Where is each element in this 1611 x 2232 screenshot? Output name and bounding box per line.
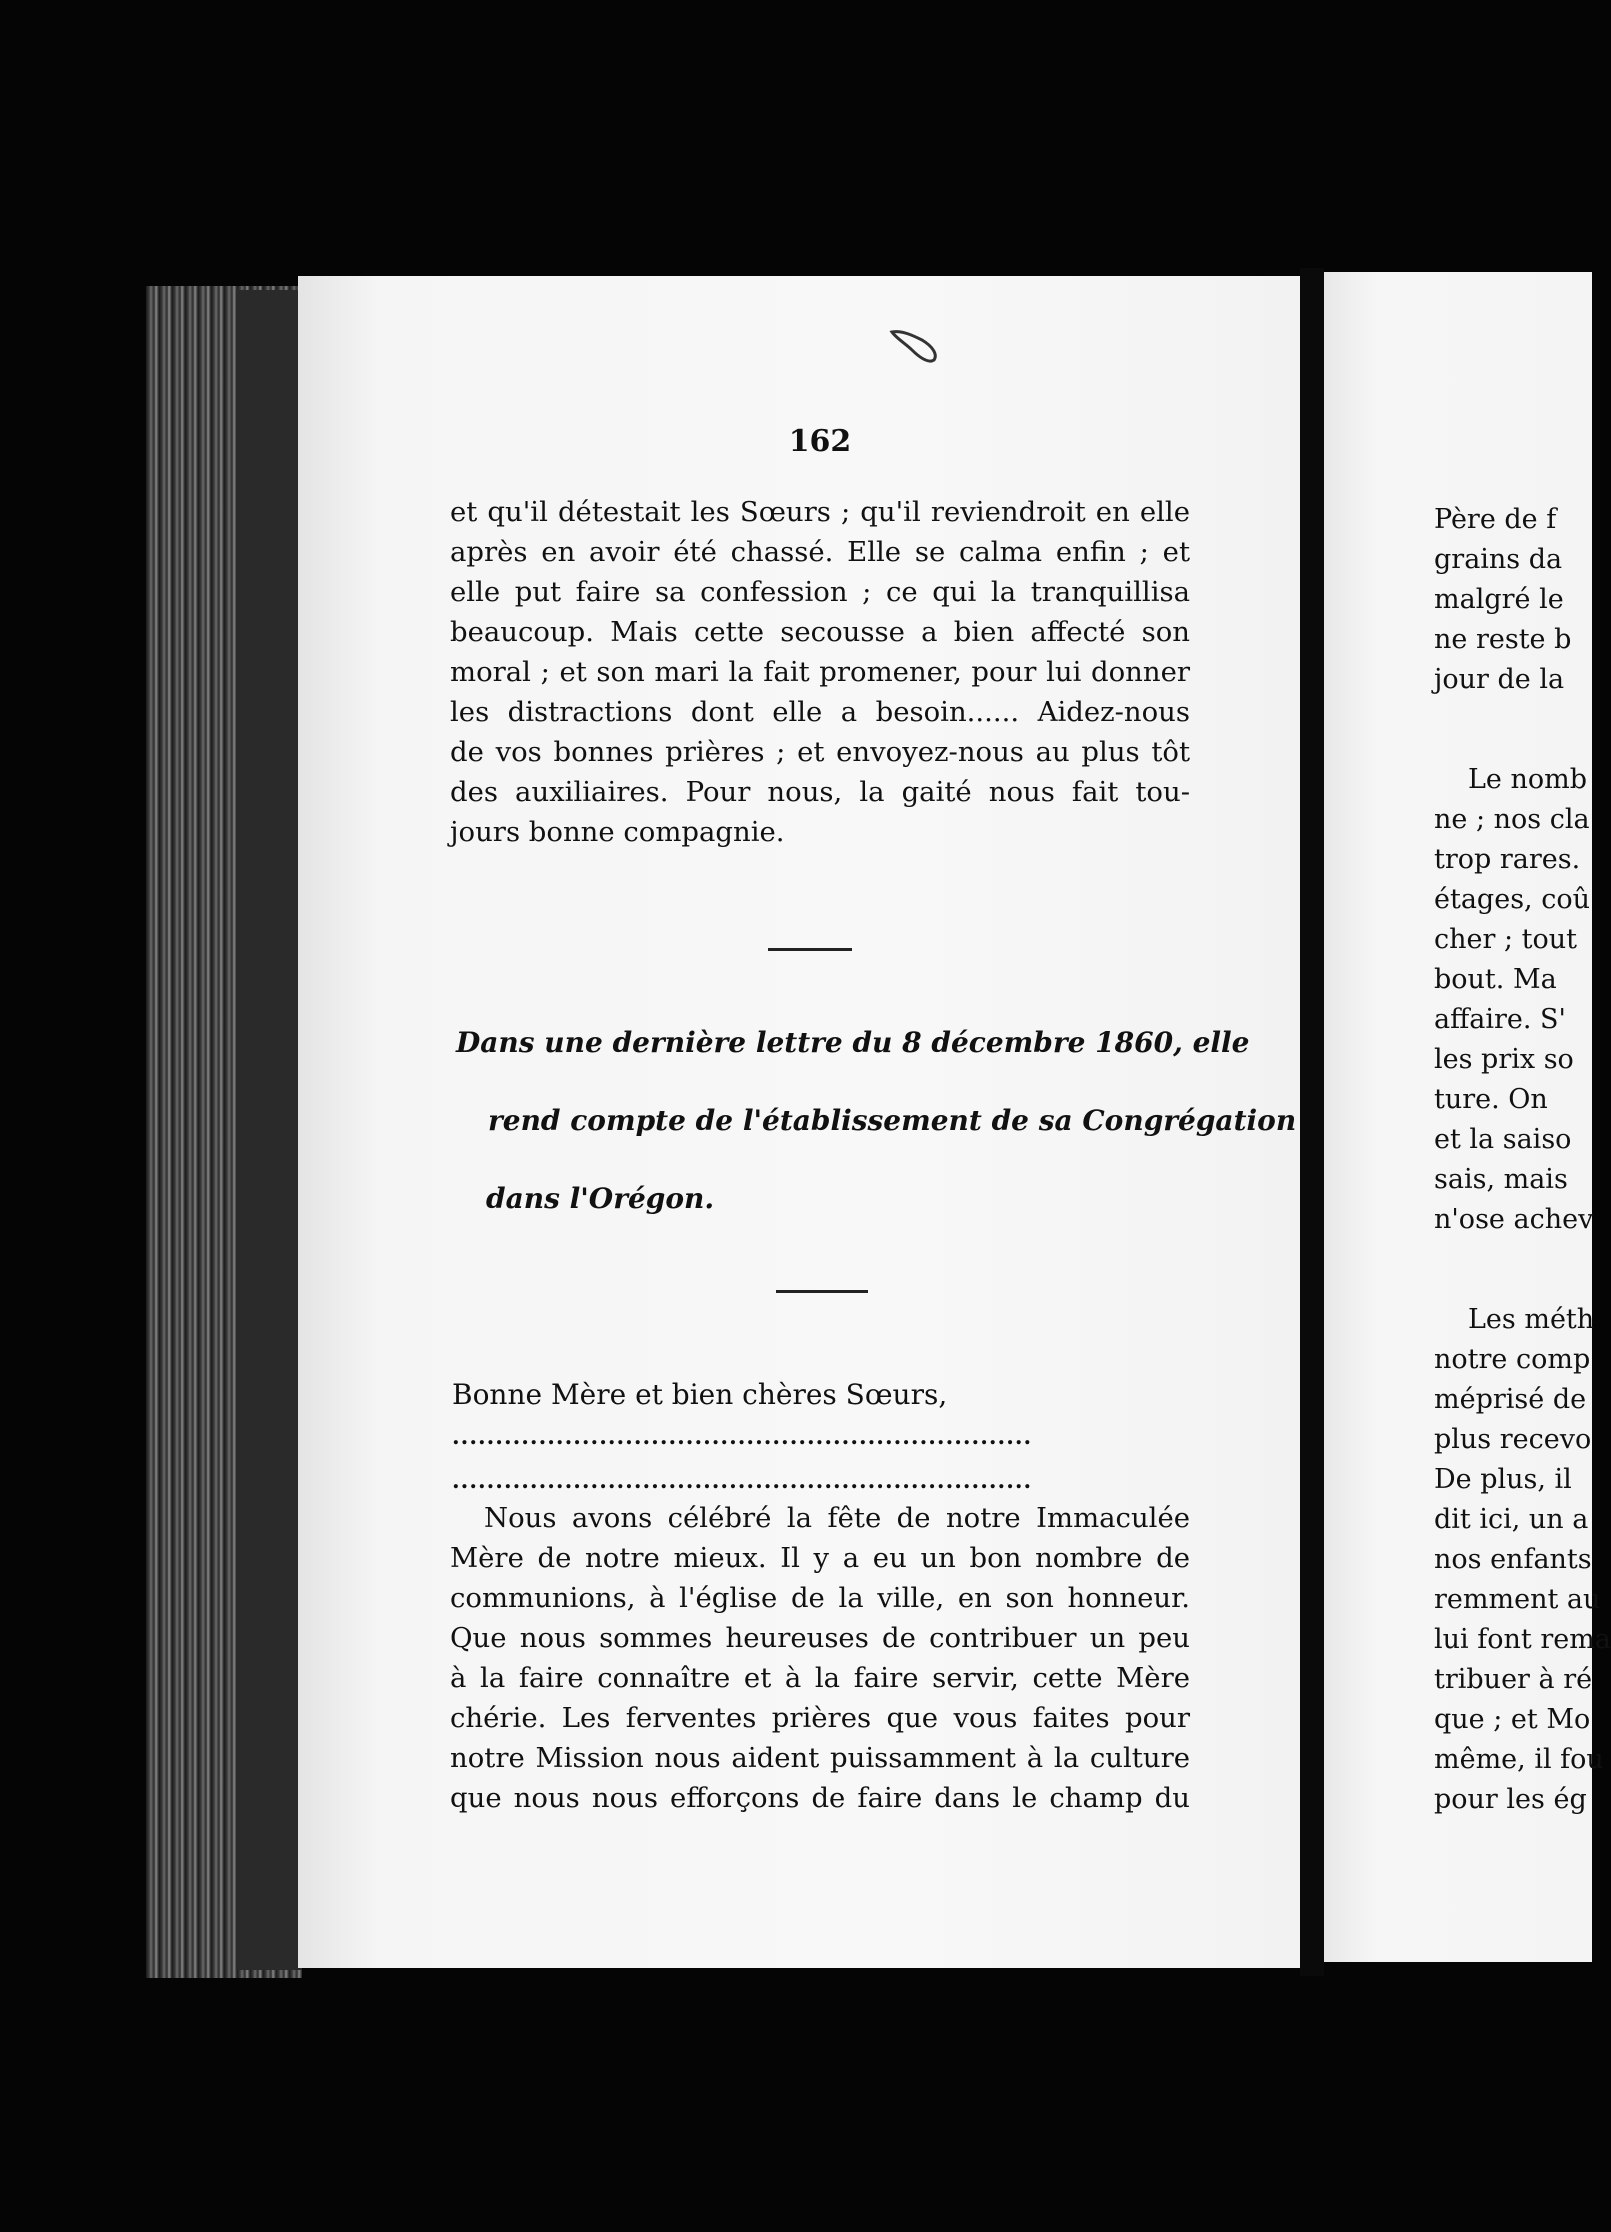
right-page-text-block-2: [1434, 760, 1592, 1240]
ink-smudge-mark: [888, 326, 944, 366]
text-line: pour les ég: [1434, 1784, 1587, 1815]
text-line: que ; et Mo: [1434, 1704, 1591, 1735]
text-line: Père de f: [1434, 504, 1557, 535]
page-number: 162: [788, 424, 852, 459]
text-line: notre comp: [1434, 1344, 1591, 1375]
text-line: affaire. S': [1434, 1004, 1566, 1035]
text-line: sais, mais: [1434, 1164, 1568, 1195]
text-line: jour de la: [1434, 664, 1565, 695]
text-line: dit ici, un a: [1434, 1504, 1589, 1535]
text-line: ne reste b: [1434, 624, 1572, 655]
text-line: Nous avons célébré la fête de notre Immaculée: [484, 1502, 1190, 1534]
text-line: De plus, il: [1434, 1464, 1572, 1495]
book-page-edge-shadow: [236, 290, 302, 1970]
section-divider: [768, 948, 852, 951]
text-line: ture. On: [1434, 1084, 1548, 1115]
text-line: n'ose achev: [1434, 1204, 1594, 1235]
text-line: grains da: [1434, 544, 1563, 575]
text-line: ne ; nos cla: [1434, 804, 1590, 835]
intro-line: Dans une dernière lettre du 8 décembre 1860, elle: [456, 1026, 1250, 1059]
text-line: à la faire connaître et à la faire servir, cette Mère: [450, 1662, 1190, 1694]
text-line: méprisé de: [1434, 1384, 1587, 1415]
text-line: Les méth: [1468, 1304, 1595, 1335]
paragraph-1: [450, 492, 1190, 852]
text-line: moral ; et son mari la fait promener, pour lui donner: [450, 656, 1190, 688]
right-page-text-block-1: [1434, 500, 1592, 700]
letter-salutation: Bonne Mère et bien chères Sœurs,: [452, 1378, 948, 1411]
intro-line: dans l'Orégon.: [486, 1182, 715, 1215]
text-line: trop rares.: [1434, 844, 1581, 875]
text-line: et qu'il détestait les Sœurs ; qu'il reviendroit en elle: [450, 496, 1190, 528]
text-line: étages, coû: [1434, 884, 1590, 915]
text-line: communions, à l'église de la ville, en son honneur.: [450, 1582, 1190, 1614]
text-line: des auxiliaires. Pour nous, la gaité nous fait tou-: [450, 776, 1190, 808]
paragraph-2: [450, 1498, 1190, 1818]
text-line: beaucoup. Mais cette secousse a bien affecté son: [450, 616, 1190, 648]
text-line: lui font rema: [1434, 1624, 1611, 1655]
section-divider: [776, 1290, 868, 1293]
text-line: remment au: [1434, 1584, 1601, 1615]
text-line: malgré le: [1434, 584, 1564, 615]
text-line: chérie. Les ferventes prières que vous faites pour: [450, 1702, 1190, 1734]
text-line: jours bonne compagnie.: [450, 816, 785, 848]
text-line: Le nomb: [1468, 764, 1588, 795]
book-gutter: [1300, 268, 1324, 1976]
letter-introduction: [456, 1018, 1297, 1252]
text-line: que nous nous efforçons de faire dans le champ du: [450, 1782, 1190, 1814]
text-line: plus recevo: [1434, 1424, 1592, 1455]
text-line: de vos bonnes prières ; et envoyez-nous au plus tôt: [450, 736, 1190, 768]
right-page-text-block-3: [1434, 1300, 1611, 1820]
text-line: notre Mission nous aident puissamment à la culture: [450, 1742, 1190, 1774]
text-line: les prix so: [1434, 1044, 1574, 1075]
text-line: les distractions dont elle a besoin...... Aidez-nous: [450, 696, 1190, 728]
text-line: même, il fou: [1434, 1744, 1604, 1775]
intro-line: rend compte de l'établissement de sa Congrégation: [488, 1104, 1297, 1137]
text-line: et la saiso: [1434, 1124, 1572, 1155]
ellipsis-line: ...................................................................: [452, 1424, 1033, 1450]
text-line: nos enfants: [1434, 1544, 1592, 1575]
text-line: cher ; tout: [1434, 924, 1578, 955]
text-line: elle put faire sa confession ; ce qui la tranquillisa: [450, 576, 1190, 608]
text-line: Mère de notre mieux. Il y a eu un bon nombre de: [450, 1542, 1190, 1574]
text-line: après en avoir été chassé. Elle se calma enfin ; et: [450, 536, 1190, 568]
text-line: Que nous sommes heureuses de contribuer un peu: [450, 1622, 1190, 1654]
ellipsis-line: ...................................................................: [452, 1468, 1033, 1494]
text-line: bout. Ma: [1434, 964, 1557, 995]
text-line: tribuer à ré: [1434, 1664, 1593, 1695]
